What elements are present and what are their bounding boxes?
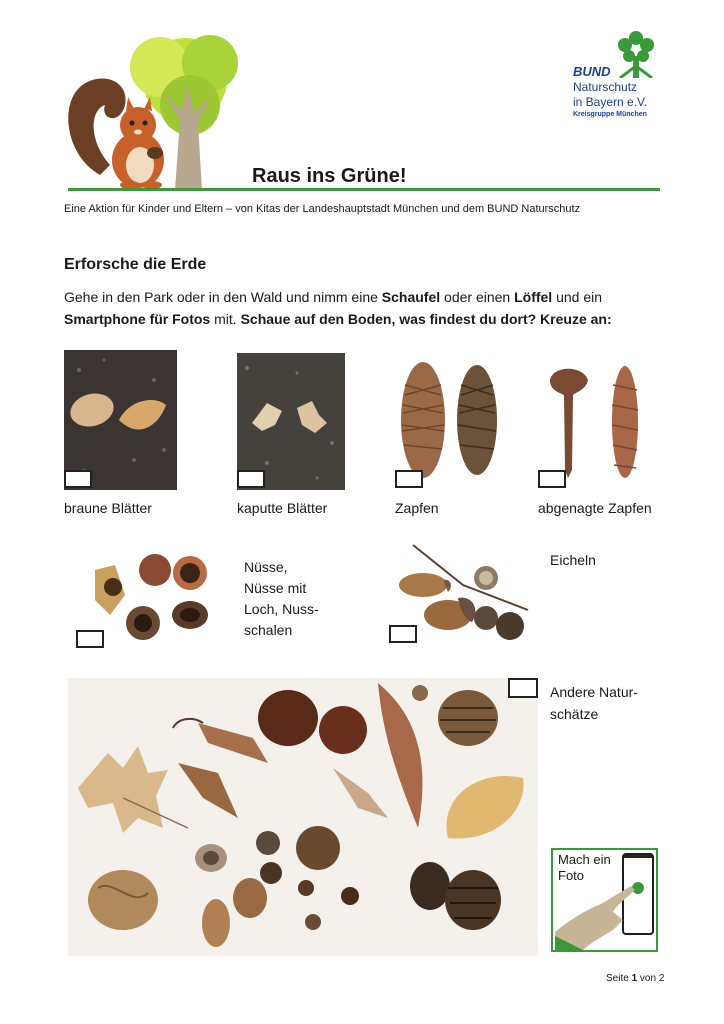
checkbox-andere-naturschaetze[interactable] — [508, 678, 538, 698]
page-suffix: von 2 — [637, 973, 665, 984]
intro-part-2: oder einen — [440, 289, 515, 305]
andere-line-2: schätze — [550, 706, 599, 722]
page-number — [606, 973, 664, 984]
checkbox-braune-blaetter[interactable] — [64, 470, 92, 488]
page-title: Raus ins Grüne! — [252, 165, 407, 187]
photo-prompt-line-1: Mach ein — [558, 852, 611, 867]
caption-eicheln: Eicheln — [550, 552, 596, 568]
squirrel-tree-illustration — [60, 25, 250, 195]
bund-logo — [570, 28, 690, 128]
checkbox-abgenagte-zapfen[interactable] — [538, 470, 566, 488]
intro-bold-loeffel: Löffel — [514, 289, 553, 305]
caption-braune-blaetter: braune Blätter — [64, 500, 152, 516]
logo-bayern: in Bayern e.V. — [573, 95, 648, 109]
nuesse-line-4: schalen — [244, 622, 293, 638]
caption-kaputte-blaetter: kaputte Blätter — [237, 500, 328, 516]
nuesse-line-1: Nüsse, — [244, 559, 288, 575]
photo-naturschaetze — [68, 678, 538, 956]
checkbox-eicheln[interactable] — [389, 625, 417, 643]
logo-naturschutz: Naturschutz — [573, 80, 638, 94]
caption-andere — [550, 681, 638, 725]
caption-nuesse — [244, 557, 319, 641]
checkbox-kaputte-blaetter[interactable] — [237, 470, 265, 488]
intro-part-1: Gehe in den Park oder in den Wald und nimm eine — [64, 289, 382, 305]
bund-tree-icon — [614, 28, 658, 78]
intro-bold-smartphone: Smartphone für Fotos — [64, 311, 211, 327]
page-prefix: Seite — [606, 973, 632, 984]
nuesse-line-2: Nüsse mit — [244, 580, 307, 596]
photo-prompt-line-2: Foto — [558, 868, 585, 883]
section-heading: Erforsche die Erde — [64, 256, 207, 273]
intro-text — [64, 286, 684, 330]
page-current: 1 — [631, 973, 638, 984]
nuesse-line-3: Loch, Nuss- — [244, 601, 319, 617]
intro-part-3: und ein — [552, 289, 603, 305]
logo-kreisgruppe: Kreisgruppe München — [573, 111, 647, 118]
intro-bold-schaufel: Schaufel — [381, 289, 441, 305]
intro-bold-question: Schaue auf den Boden, was findest du dort? Kreuze an: — [240, 311, 612, 327]
nuts-image — [85, 545, 220, 645]
nature-treasures-image — [68, 678, 538, 956]
caption-abgenagte-zapfen: abgenagte Zapfen — [538, 500, 652, 516]
header-divider — [68, 188, 660, 191]
photo-braune-blaetter — [64, 350, 177, 490]
subtitle: Eine Aktion für Kinder und Eltern – von Kitas der Landeshauptstadt München und dem BUND Naturschutz — [64, 203, 581, 215]
photo-zapfen — [395, 355, 505, 485]
smartphone-hand-icon — [553, 850, 656, 950]
brown-leaves-image — [64, 350, 177, 490]
intro-part-4: mit. — [210, 311, 241, 327]
andere-line-1: Andere Natur- — [550, 684, 638, 700]
gnawed-cones-image — [538, 360, 648, 485]
checkbox-zapfen[interactable] — [395, 470, 423, 488]
caption-zapfen: Zapfen — [395, 500, 439, 516]
photo-prompt-box — [551, 848, 658, 952]
cones-image — [395, 355, 505, 485]
photo-abgenagte-zapfen — [538, 360, 648, 485]
checkbox-nuesse[interactable] — [76, 630, 104, 648]
photo-nuesse — [85, 545, 220, 645]
logo-bund-text: BUND — [573, 64, 611, 79]
